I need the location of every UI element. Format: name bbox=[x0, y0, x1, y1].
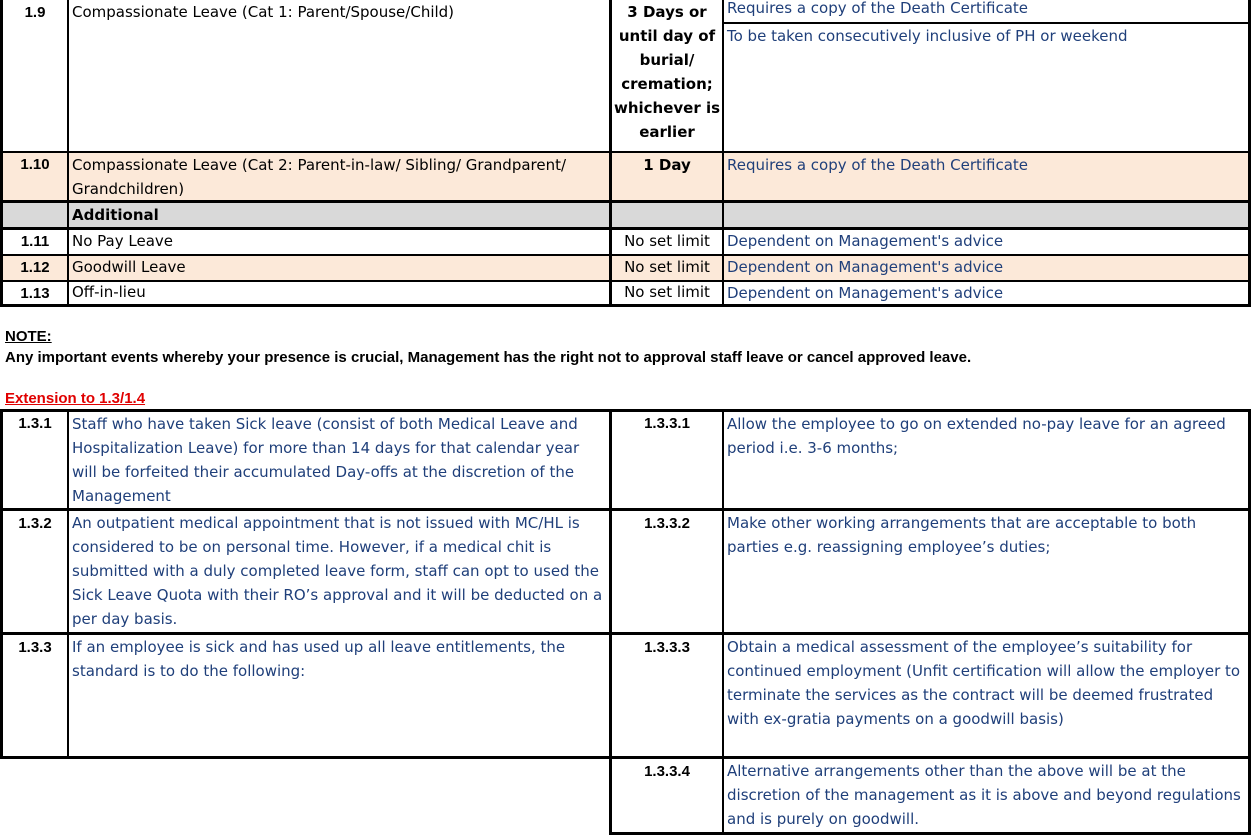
grid-line bbox=[0, 409, 1251, 412]
grid-line bbox=[0, 227, 1251, 230]
grid-line bbox=[0, 151, 1251, 153]
clause-text: If an employee is sick and has used up all leave entitlements, the standard is to do the following: bbox=[72, 638, 566, 680]
clause-number: 1.3.3.3 bbox=[644, 639, 690, 656]
leave-remark: Dependent on Management's advice bbox=[727, 284, 1004, 302]
clause-number: 1.3.2 bbox=[18, 515, 52, 532]
leave-days: 3 Days or until day of burial/ cremation; whichever is earlier bbox=[613, 3, 721, 141]
grid-line bbox=[722, 409, 724, 835]
grid-line bbox=[0, 409, 3, 759]
leave-remark: To be taken consecutively inclusive of PH or weekend bbox=[727, 27, 1128, 45]
grid-line bbox=[722, 22, 1251, 24]
clause-text: Alternative arrangements other than the above will be at the discretion of the management as it is above and beyond regulations and is purely on goodwill. bbox=[727, 762, 1241, 828]
grid-line bbox=[0, 508, 1251, 511]
leave-type: Compassionate Leave (Cat 1: Parent/Spouse/Child) bbox=[72, 3, 455, 21]
grid-line bbox=[0, 254, 1251, 256]
grid-line bbox=[609, 409, 612, 835]
grid-line bbox=[0, 756, 1251, 759]
clause-text: Obtain a medical assessment of the employee’s suitability for continued employment (Unfit certification will allow the employer to terminate the services as the contract will be deemed frustrated with ex-gratia payments on a goodwill basis) bbox=[727, 638, 1241, 728]
note-title: NOTE: bbox=[5, 328, 52, 345]
grid-line bbox=[722, 0, 724, 307]
clause-text: Make other working arrangements that are acceptable to both parties e.g. reassigning employee’s duties; bbox=[727, 514, 1197, 556]
grid-line bbox=[0, 280, 1251, 282]
clause-number: 1.3.1 bbox=[18, 415, 52, 432]
clause-number: 1.3.3 bbox=[18, 639, 52, 656]
grid-line bbox=[609, 0, 612, 307]
clause-number: 1.3.3.1 bbox=[644, 415, 690, 432]
row-number: 1.12 bbox=[20, 259, 50, 276]
leave-days: No set limit bbox=[624, 232, 710, 250]
leave-days: No set limit bbox=[624, 283, 710, 301]
grid-line bbox=[0, 200, 1251, 203]
row-number: 1.10 bbox=[20, 156, 50, 173]
leave-days: No set limit bbox=[624, 258, 710, 276]
clause-text: Allow the employee to go on extended no-pay leave for an agreed period i.e. 3-6 months; bbox=[727, 415, 1226, 457]
note-body: Any important events whereby your presence is crucial, Management has the right not to approval staff leave or cancel approved leave. bbox=[5, 349, 972, 366]
row-number: 1.9 bbox=[24, 4, 46, 21]
clause-text: An outpatient medical appointment that is not issued with MC/HL is considered to be on personal time. However, if a medical chit is submitted with a duly completed leave form, staff can opt to used the Sick Leave Quota with their RO’s approval and it will be deducted on a per day basis. bbox=[72, 514, 603, 628]
leave-remark: Dependent on Management's advice bbox=[727, 232, 1004, 250]
clause-number: 1.3.3.2 bbox=[644, 515, 690, 532]
leave-days: 1 Day bbox=[643, 156, 691, 174]
leave-remark: Dependent on Management's advice bbox=[727, 258, 1004, 276]
leave-type: No Pay Leave bbox=[72, 232, 173, 250]
grid-line bbox=[67, 409, 69, 759]
leave-type: Compassionate Leave (Cat 2: Parent-in-law/ Sibling/ Grandparent/ Grandchildren) bbox=[72, 156, 567, 198]
clause-text: Staff who have taken Sick leave (consist of both Medical Leave and Hospitalization Leave) for more than 14 days for that calendar year will be forfeited their accumulated Day-offs at the discretion of the Management bbox=[72, 415, 580, 505]
extension-title: Extension to 1.3/1.4 bbox=[5, 390, 146, 407]
row-number: 1.13 bbox=[20, 285, 50, 302]
leave-type: Off-in-lieu bbox=[72, 283, 146, 301]
grid-line bbox=[67, 0, 69, 307]
leave-type: Goodwill Leave bbox=[72, 258, 186, 276]
section-heading-additional: Additional bbox=[72, 206, 159, 224]
leave-remark: Requires a copy of the Death Certificate bbox=[727, 0, 1029, 17]
grid-line bbox=[0, 304, 1251, 307]
grid-line bbox=[0, 0, 3, 307]
leave-remark: Requires a copy of the Death Certificate bbox=[727, 156, 1029, 174]
grid-line bbox=[0, 632, 1251, 635]
row-number: 1.11 bbox=[20, 233, 50, 250]
clause-number: 1.3.3.4 bbox=[644, 763, 690, 780]
